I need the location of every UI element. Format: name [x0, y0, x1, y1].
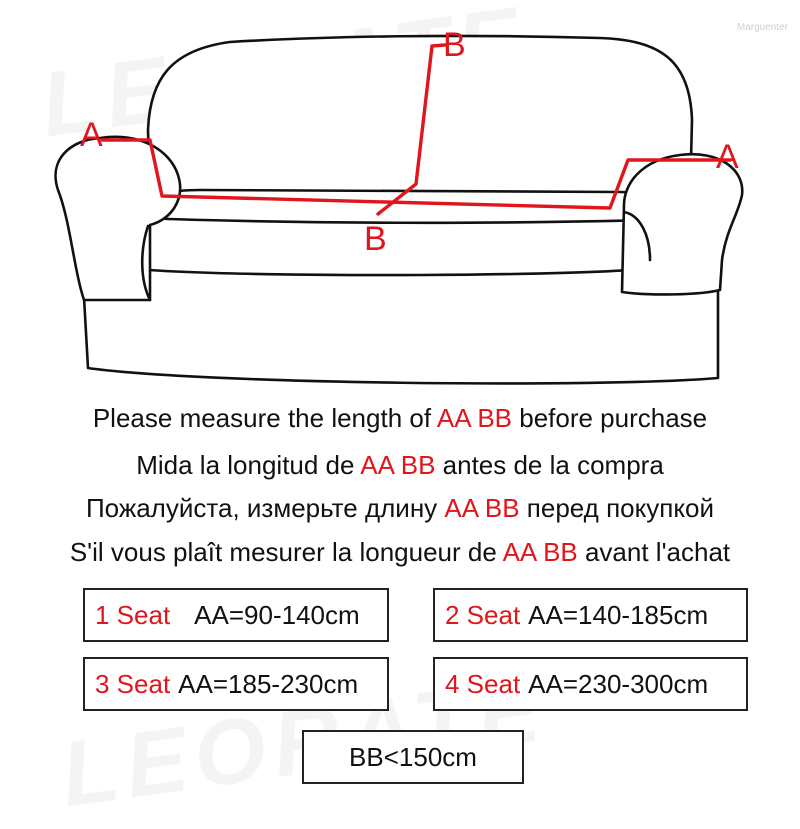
- size-value: AA=140-185cm: [528, 599, 709, 630]
- instruction-text: antes de la compra: [435, 450, 664, 480]
- size-box-4-seat: [433, 657, 748, 711]
- size-box-3-seat: [83, 657, 389, 711]
- instruction-highlight: AA BB: [502, 537, 578, 567]
- label-a-left: A: [80, 116, 103, 154]
- instruction-text: перед покупкой: [519, 493, 715, 523]
- instruction-highlight: AA BB: [436, 403, 513, 433]
- instruction-text: S'il vous plaît mesurer la longueur de: [69, 537, 503, 567]
- label-b-top: B: [443, 26, 466, 64]
- size-value: AA=185-230cm: [178, 668, 359, 699]
- instruction-text: before purchase: [512, 403, 708, 433]
- instruction-text: Пожалуйста, измерьте длину: [85, 493, 445, 523]
- seat-label: 1 Seat: [95, 599, 171, 630]
- instruction-french: [0, 537, 800, 568]
- watermark-corner: Marguenter: [736, 22, 788, 33]
- size-value: AA=230-300cm: [528, 668, 709, 699]
- label-a-right: A: [716, 138, 739, 176]
- instruction-text: avant l'achat: [577, 537, 731, 567]
- size-box-2-seat: [433, 588, 748, 642]
- size-value: AA=90-140cm: [194, 599, 360, 630]
- instruction-highlight: AA BB: [360, 450, 436, 480]
- instruction-text: Please measure the length of: [92, 403, 437, 433]
- instruction-russian: [0, 493, 800, 524]
- bb-limit-value: BB<150cm: [349, 741, 477, 772]
- instruction-text: Mida la longitud de: [136, 450, 361, 480]
- seat-label: 3 Seat: [95, 668, 171, 699]
- size-box-1-seat: [83, 588, 389, 642]
- seat-label: 4 Seat: [445, 668, 521, 699]
- label-b-bottom: B: [364, 220, 387, 258]
- sofa-diagram: [0, 0, 800, 400]
- instruction-spanish: [0, 450, 800, 481]
- bb-limit-box: [302, 730, 524, 784]
- sofa-back: [148, 36, 692, 200]
- instruction-english: [0, 403, 800, 434]
- instruction-highlight: AA BB: [444, 493, 520, 523]
- seat-label: 2 Seat: [445, 599, 521, 630]
